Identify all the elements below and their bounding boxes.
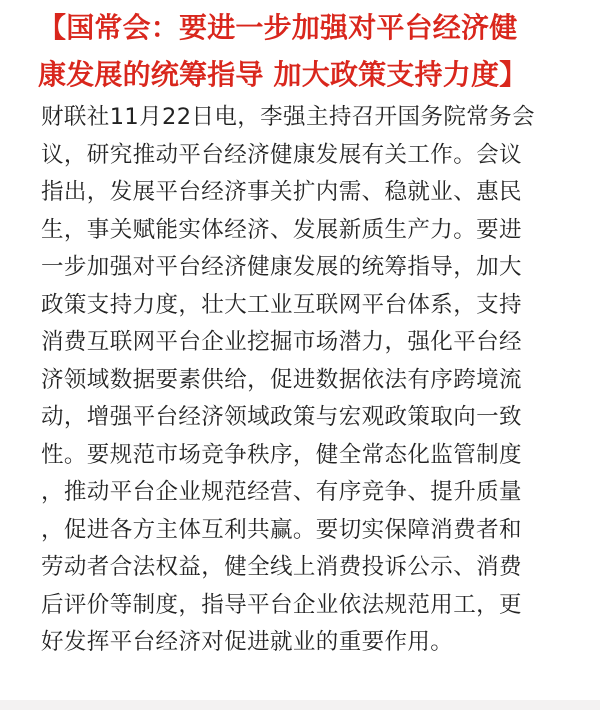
headline-line: 康发展的统筹指导 加大政策支持力度】 [38,58,528,91]
headline-line: 【国常会：要进一步加强对平台经济健 [38,11,518,44]
headline [38,4,578,98]
body-line: 后评价等制度，指导平台企业依法规范用工，更 [41,591,522,618]
bottom-divider-strip [0,700,600,710]
body-line: ，推动平台企业规范经营、有序竞争、提升质量 [41,479,522,505]
body-line: 生，事关赋能实体经济、发展新质生产力。要进 [41,216,522,243]
body-line: 济领域数据要素供给，促进数据依法有序跨境流 [41,366,522,393]
body-line: 指出，发展平台经济事关扩内需、稳就业、惠民 [41,179,522,205]
body-line: 消费互联网平台企业挖掘市场潜力，强化平台经 [41,329,522,355]
body-line: ，促进各方主体互利共赢。要切实保障消费者和 [41,516,522,543]
body-line: 一步加强对平台经济健康发展的统筹指导，加大 [41,254,522,280]
body-line: 政策支持力度，壮大工业互联网平台体系，支持 [41,291,522,318]
body-line: 动，增强平台经济领域政策与宏观政策取向一致 [41,404,522,430]
body-line: 财联社11月22日电，李强主持召开国务院常务会 [41,104,535,130]
body-line: 议，研究推动平台经济健康发展有关工作。会议 [41,141,522,168]
body-line: 好发挥平台经济对促进就业的重要作用。 [41,629,454,655]
body-line: 劳动者合法权益，健全线上消费投诉公示、消费 [41,554,522,580]
body-line: 性。要规范市场竞争秩序，健全常态化监管制度 [41,441,522,468]
article-body [41,99,571,662]
